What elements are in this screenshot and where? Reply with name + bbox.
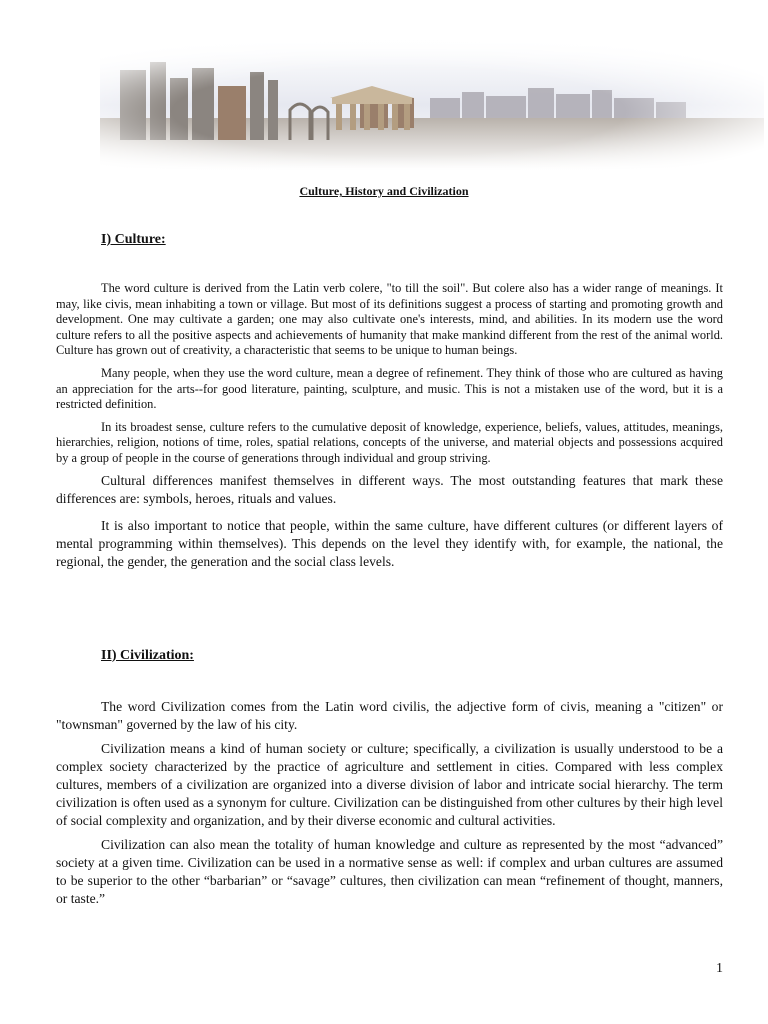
section-heading-culture: I) Culture:: [101, 232, 166, 247]
section-heading-civilization: II) Civilization:: [101, 648, 194, 663]
paragraph: [56, 420, 723, 467]
paragraph: [56, 366, 723, 413]
paragraph: [56, 281, 723, 359]
paragraph-text: It is also important to notice that people, within the same culture, have different cultures (or different layers of mental programming within themselves). This depends on the level they identify with, for example, the national, the regional, the gender, the generation and the social class levels.: [56, 517, 723, 569]
paragraph-text: In its broadest sense, culture refers to the cumulative deposit of knowledge, experience, beliefs, values, attitudes, meanings, hierarchies, religion, notions of time, roles, spatial relations, concepts of the universe, and material objects and possessions acquired by a group of people in the course of generations through individual and group striving.: [56, 419, 723, 465]
city-ruins-illustration: [100, 40, 764, 170]
paragraph: [56, 836, 723, 908]
paragraph-text: Civilization means a kind of human society or culture; specifically, a civilization is usually understood to be a complex society characterized by the practice of agriculture and settlement in cities. Compared with less complex cultures, members of a civilization are organized into a diverse division of labor and intricate social hierarchy. The term civilization is often used as a synonym for culture. Civilization can be distinguished from other cultures by their high level of social complexity and organization, and by their diverse economic and cultural activities.: [56, 741, 723, 828]
paragraph-text: The word culture is derived from the Latin verb colere, "to till the soil". But colere also has a wider range of meanings. It may, like civis, mean inhabiting a town or village. But most of its definitions suggest a process of starting and promoting growth and development. One may cultivate a garden; one may also cultivate one's interests, mind, and abilities. In its modern use the word culture refers to all the positive aspects and achievements of humanity that make mankind different from the rest of the animal world. Culture has grown out of creativity, a characteristic that seems to be unique to human beings.: [56, 281, 723, 358]
paragraph-text: Civilization can also mean the totality of human knowledge and culture as represented by the most “advanced” society at a given time. Civilization can be used in a normative sense as well: if complex and urban cultures are assumed to be superior to the other “barbarian” or “savage” cultures, then civilization can mean “refinement of thought, manners, or taste.”: [56, 837, 723, 906]
civilization-section-body: [56, 698, 723, 908]
paragraph-text: Cultural differences manifest themselves in different ways. The most outstanding features that mark these differences are: symbols, heroes, rituals and values.: [56, 472, 723, 506]
paragraph: [56, 698, 723, 734]
page-number: 1: [716, 961, 723, 976]
paragraph: [56, 472, 723, 508]
paragraph: [56, 740, 723, 830]
paragraph-text: The word Civilization comes from the Latin word civilis, the adjective form of civis, meaning a "citizen" or "townsman" governed by the law of his city.: [56, 699, 723, 732]
culture-section-body: [56, 281, 723, 571]
paragraph-text: Many people, when they use the word culture, mean a degree of refinement. They think of those who are cultured as having an appreciation for the arts--for good literature, painting, sculpture, and music. This is not a mistaken use of the word, but it is a restricted definition.: [56, 365, 723, 412]
paragraph: [56, 517, 723, 571]
header-banner-image: [100, 40, 764, 170]
document-title: Culture, History and Civilization: [299, 184, 469, 198]
